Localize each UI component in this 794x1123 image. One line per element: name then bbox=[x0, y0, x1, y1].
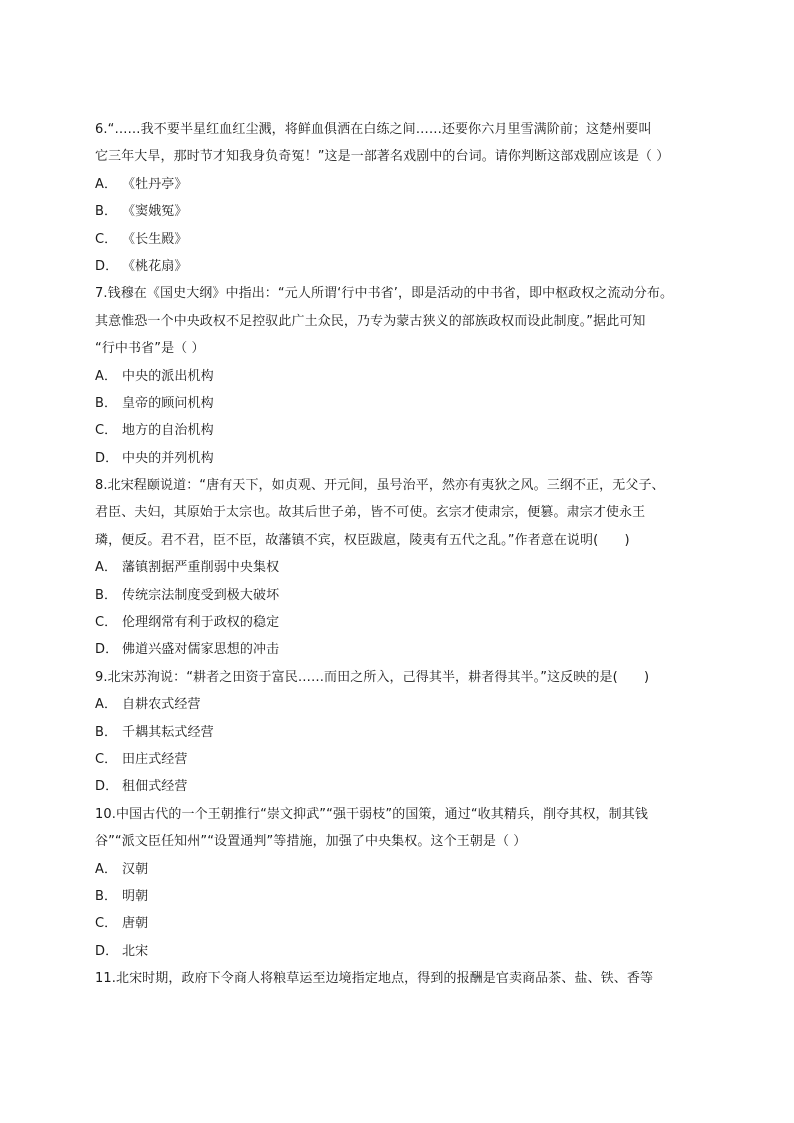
option-text: 《长生殿》 bbox=[122, 231, 188, 247]
question-block bbox=[95, 801, 715, 965]
answer-option bbox=[95, 746, 715, 773]
option-letter: C． bbox=[95, 231, 118, 247]
question-stem-line: 11.北宋时期，政府下令商人将粮草运至边境指定地点，得到的报酬是官卖商品茶、盐、铁、香等 bbox=[95, 971, 654, 987]
answer-option bbox=[95, 773, 715, 800]
option-text: 《桃花扇》 bbox=[122, 258, 188, 274]
option-text: 明朝 bbox=[122, 888, 149, 904]
question-stem-line: 9.北宋苏洵说：“耕者之田资于富民……而田之所入，己得其半，耕者得其半。”这反映的是( ) bbox=[95, 669, 650, 685]
question-stem-line: 7.钱穆在《国史大纲》中指出：“元人所谓‘行中书省’，即是活动的中书省，即中枢政权之流动分布。 bbox=[95, 286, 674, 302]
answer-option bbox=[95, 198, 715, 225]
option-text: 北宋 bbox=[122, 943, 149, 959]
answer-option bbox=[95, 856, 715, 883]
option-text: 藩镇割据严重削弱中央集权 bbox=[122, 560, 280, 576]
option-letter: A． bbox=[95, 176, 118, 192]
answer-option bbox=[95, 171, 715, 198]
question-block bbox=[95, 965, 715, 992]
question-list bbox=[95, 116, 715, 993]
answer-option bbox=[95, 390, 715, 417]
option-letter: D． bbox=[95, 450, 119, 466]
option-letter: A． bbox=[95, 560, 118, 576]
option-text: 《牡丹亭》 bbox=[122, 176, 188, 192]
option-text: 汉朝 bbox=[122, 861, 149, 877]
option-letter: C． bbox=[95, 615, 118, 631]
question-block bbox=[95, 280, 715, 472]
answer-option bbox=[95, 609, 715, 636]
option-text: 租佃式经营 bbox=[122, 779, 188, 795]
question-block bbox=[95, 472, 715, 664]
option-letter: D． bbox=[95, 258, 119, 274]
question-stem-line: 10.中国古代的一个王朝推行“崇文抑武”“强干弱枝”的国策，通过“收其精兵，削夺其权，制其钱 bbox=[95, 806, 648, 822]
question-stem-line: 6.“……我不要半星红血红尘溅，将鲜血俱洒在白练之间……还要你六月里雪满阶前；这楚州要叫 bbox=[95, 122, 652, 137]
option-letter: B． bbox=[95, 204, 118, 220]
answer-option bbox=[95, 719, 715, 746]
answer-option bbox=[95, 691, 715, 718]
option-text: 自耕农式经营 bbox=[122, 697, 201, 713]
option-letter: A． bbox=[95, 697, 118, 713]
question-stem-line: 它三年大旱，那时节才知我身负奇冤！”这是一部著名戏剧中的台词。请你判断这部戏剧应该是（ ） bbox=[95, 149, 670, 165]
answer-option bbox=[95, 417, 715, 444]
answer-option bbox=[95, 910, 715, 937]
option-text: 传统宗法制度受到极大破坏 bbox=[122, 587, 280, 603]
option-text: 千耦其耘式经营 bbox=[122, 724, 214, 740]
question-stem-line: 8.北宋程颐说道：“唐有天下，如贞观、开元间，虽号治平，然亦有夷狄之风。三纲不正，无父子、 bbox=[95, 478, 665, 494]
option-letter: D． bbox=[95, 943, 119, 959]
answer-option bbox=[95, 636, 715, 663]
answer-option bbox=[95, 226, 715, 253]
option-text: 伦理纲常有利于政权的稳定 bbox=[122, 615, 280, 631]
option-letter: B． bbox=[95, 888, 118, 904]
option-letter: B． bbox=[95, 395, 118, 411]
option-text: 地方的自治机构 bbox=[122, 423, 214, 439]
question-block bbox=[95, 116, 715, 280]
option-letter: A． bbox=[95, 861, 118, 877]
answer-option bbox=[95, 445, 715, 472]
option-text: 皇帝的顾问机构 bbox=[122, 395, 214, 411]
option-text: 中央的派出机构 bbox=[122, 368, 214, 384]
answer-option bbox=[95, 253, 715, 280]
option-letter: A． bbox=[95, 368, 118, 384]
option-text: 中央的并列机构 bbox=[122, 450, 214, 466]
question-stem-line: 其意惟恐一个中央政权不足控驭此广土众民，乃专为蒙古狭义的部族政权而设此制度。”据此可知 bbox=[95, 313, 646, 329]
option-text: 田庄式经营 bbox=[122, 751, 188, 767]
option-letter: B． bbox=[95, 587, 118, 603]
answer-option bbox=[95, 883, 715, 910]
option-letter: C． bbox=[95, 423, 118, 439]
option-letter: C． bbox=[95, 916, 118, 932]
question-stem-line: 璘，便反。君不君，臣不臣，故藩镇不宾，权臣跋扈，陵夷有五代之乱。”作者意在说明( ) bbox=[95, 532, 630, 548]
answer-option bbox=[95, 938, 715, 965]
answer-option bbox=[95, 363, 715, 390]
answer-option bbox=[95, 582, 715, 609]
answer-option bbox=[95, 554, 715, 581]
option-letter: D． bbox=[95, 642, 119, 658]
option-letter: B． bbox=[95, 724, 118, 740]
option-text: 唐朝 bbox=[122, 916, 149, 932]
option-letter: D． bbox=[95, 779, 119, 795]
question-stem-line: 君臣、夫妇，其原始于太宗也。故其后世子弟，皆不可使。玄宗才使肃宗，便篡。肃宗才使永王 bbox=[95, 505, 646, 521]
option-text: 佛道兴盛对儒家思想的冲击 bbox=[122, 642, 280, 658]
option-letter: C． bbox=[95, 751, 118, 767]
option-text: 《窦娥冤》 bbox=[122, 204, 188, 220]
question-block bbox=[95, 664, 715, 801]
question-stem-line: 谷”“派文臣任知州”“设置通判”等措施，加强了中央集权。这个王朝是（ ） bbox=[95, 834, 527, 850]
question-stem-line: “行中书省”是（ ） bbox=[95, 341, 205, 357]
